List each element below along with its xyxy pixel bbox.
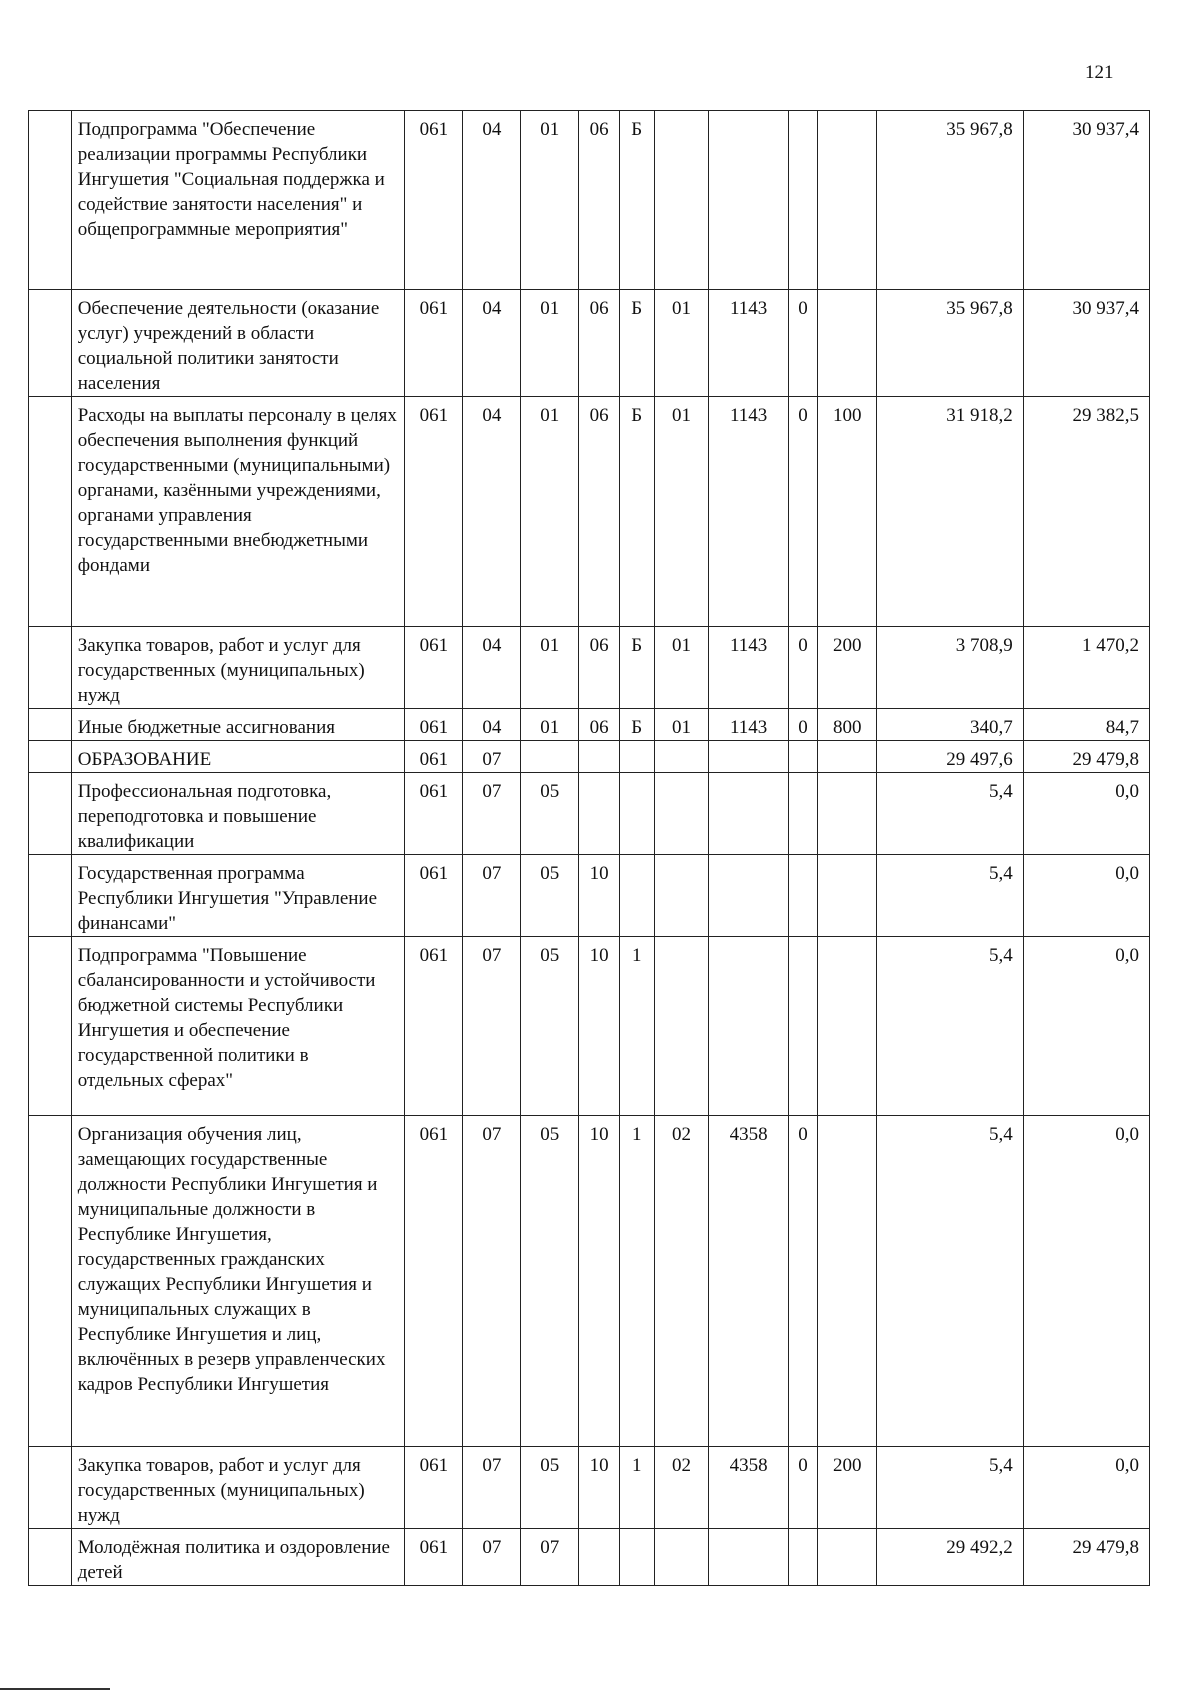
row-number-cell <box>29 709 72 741</box>
program-code-cell: 06 <box>579 627 620 709</box>
table-row <box>29 397 1150 627</box>
direction-code-cell: 1143 <box>709 709 788 741</box>
item-name-cell: ОБРАЗОВАНИЕ <box>71 741 405 773</box>
program-code-cell: 10 <box>579 855 620 937</box>
sub-code-cell <box>788 111 818 290</box>
amount-actual-cell: 0,0 <box>1023 1447 1149 1529</box>
event-code-cell: 02 <box>654 1116 709 1447</box>
subprogram-code-cell <box>619 741 654 773</box>
event-code-cell: 01 <box>654 397 709 627</box>
section-code-cell: 04 <box>463 709 521 741</box>
amount-plan-cell: 35 967,8 <box>877 290 1023 397</box>
table-row <box>29 773 1150 855</box>
amount-actual-cell: 30 937,4 <box>1023 290 1149 397</box>
subsection-code-cell: 01 <box>521 627 579 709</box>
program-code-cell: 06 <box>579 709 620 741</box>
event-code-cell <box>654 937 709 1116</box>
amount-plan-cell: 5,4 <box>877 1116 1023 1447</box>
subsection-code-cell: 05 <box>521 1447 579 1529</box>
expense-type-code-cell <box>818 773 877 855</box>
subprogram-code-cell: Б <box>619 290 654 397</box>
event-code-cell <box>654 111 709 290</box>
sub-code-cell <box>788 855 818 937</box>
subsection-code-cell: 07 <box>521 1529 579 1586</box>
expense-type-code-cell <box>818 855 877 937</box>
table-row <box>29 1447 1150 1529</box>
amount-actual-cell: 0,0 <box>1023 855 1149 937</box>
subprogram-code-cell: Б <box>619 627 654 709</box>
expense-type-code-cell: 800 <box>818 709 877 741</box>
subprogram-code-cell: Б <box>619 111 654 290</box>
item-name-cell: Организация обучения лиц, замещающих государственные должности Республики Ингушетия и муниципальные должности в Республике Ингушетия, государственных гражданских служащих Республики Ингушетия и муниципальных служащих в Республике Ингушетия и лиц, включённых в резерв управленческих кадров Республики Ингушетия <box>71 1116 405 1447</box>
row-number-cell <box>29 111 72 290</box>
subprogram-code-cell: 1 <box>619 937 654 1116</box>
expense-type-code-cell <box>818 1529 877 1586</box>
sub-code-cell: 0 <box>788 1447 818 1529</box>
program-code-cell <box>579 741 620 773</box>
admin-code-cell: 061 <box>405 709 463 741</box>
amount-actual-cell: 30 937,4 <box>1023 111 1149 290</box>
item-name-cell: Иные бюджетные ассигнования <box>71 709 405 741</box>
direction-code-cell <box>709 1529 788 1586</box>
row-number-cell <box>29 397 72 627</box>
row-number-cell <box>29 627 72 709</box>
admin-code-cell: 061 <box>405 773 463 855</box>
amount-plan-cell: 5,4 <box>877 773 1023 855</box>
budget-table <box>28 110 1150 1586</box>
sub-code-cell <box>788 937 818 1116</box>
item-name-cell: Закупка товаров, работ и услуг для государственных (муниципальных) нужд <box>71 627 405 709</box>
sub-code-cell: 0 <box>788 1116 818 1447</box>
section-code-cell: 04 <box>463 290 521 397</box>
direction-code-cell <box>709 855 788 937</box>
admin-code-cell: 061 <box>405 290 463 397</box>
subsection-code-cell <box>521 741 579 773</box>
section-code-cell: 07 <box>463 773 521 855</box>
direction-code-cell: 1143 <box>709 290 788 397</box>
amount-actual-cell: 0,0 <box>1023 937 1149 1116</box>
amount-plan-cell: 5,4 <box>877 855 1023 937</box>
subsection-code-cell: 05 <box>521 855 579 937</box>
subsection-code-cell: 05 <box>521 773 579 855</box>
subsection-code-cell: 05 <box>521 1116 579 1447</box>
direction-code-cell <box>709 111 788 290</box>
row-number-cell <box>29 773 72 855</box>
admin-code-cell: 061 <box>405 111 463 290</box>
direction-code-cell: 1143 <box>709 627 788 709</box>
admin-code-cell: 061 <box>405 1116 463 1447</box>
item-name-cell: Закупка товаров, работ и услуг для государственных (муниципальных) нужд <box>71 1447 405 1529</box>
item-name-cell: Молодёжная политика и оздоровление детей <box>71 1529 405 1586</box>
table-row <box>29 1529 1150 1586</box>
item-name-cell: Государственная программа Республики Ингушетия "Управление финансами" <box>71 855 405 937</box>
sub-code-cell <box>788 1529 818 1586</box>
direction-code-cell: 4358 <box>709 1116 788 1447</box>
sub-code-cell: 0 <box>788 397 818 627</box>
budget-table-body <box>29 111 1150 1586</box>
table-row <box>29 627 1150 709</box>
admin-code-cell: 061 <box>405 741 463 773</box>
item-name-cell: Подпрограмма "Обеспечение реализации программы Республики Ингушетия "Социальная поддержка и содействие занятости населения" и общепрограммные мероприятия" <box>71 111 405 290</box>
subprogram-code-cell <box>619 1529 654 1586</box>
row-number-cell <box>29 1116 72 1447</box>
table-row <box>29 290 1150 397</box>
sub-code-cell: 0 <box>788 709 818 741</box>
row-number-cell <box>29 1529 72 1586</box>
subsection-code-cell: 01 <box>521 111 579 290</box>
expense-type-code-cell: 200 <box>818 1447 877 1529</box>
admin-code-cell: 061 <box>405 855 463 937</box>
event-code-cell <box>654 741 709 773</box>
program-code-cell <box>579 1529 620 1586</box>
event-code-cell <box>654 773 709 855</box>
amount-plan-cell: 340,7 <box>877 709 1023 741</box>
admin-code-cell: 061 <box>405 937 463 1116</box>
program-code-cell: 10 <box>579 937 620 1116</box>
table-row <box>29 855 1150 937</box>
amount-plan-cell: 3 708,9 <box>877 627 1023 709</box>
section-code-cell: 04 <box>463 111 521 290</box>
subsection-code-cell: 01 <box>521 290 579 397</box>
row-number-cell <box>29 1447 72 1529</box>
table-row <box>29 741 1150 773</box>
direction-code-cell <box>709 741 788 773</box>
direction-code-cell <box>709 773 788 855</box>
expense-type-code-cell <box>818 937 877 1116</box>
event-code-cell: 01 <box>654 627 709 709</box>
admin-code-cell: 061 <box>405 397 463 627</box>
section-code-cell: 07 <box>463 937 521 1116</box>
program-code-cell: 06 <box>579 290 620 397</box>
program-code-cell <box>579 773 620 855</box>
table-row <box>29 1116 1150 1447</box>
table-row <box>29 709 1150 741</box>
subprogram-code-cell: 1 <box>619 1447 654 1529</box>
event-code-cell: 01 <box>654 709 709 741</box>
program-code-cell: 06 <box>579 397 620 627</box>
item-name-cell: Расходы на выплаты персоналу в целях обеспечения выполнения функций государственными (муниципальными) органами, казёнными учреждениями, органами управления государственными внебюджетными фондами <box>71 397 405 627</box>
item-name-cell: Профессиональная подготовка, переподготовка и повышение квалификации <box>71 773 405 855</box>
table-row <box>29 937 1150 1116</box>
amount-actual-cell: 1 470,2 <box>1023 627 1149 709</box>
subsection-code-cell: 01 <box>521 397 579 627</box>
expense-type-code-cell: 200 <box>818 627 877 709</box>
item-name-cell: Обеспечение деятельности (оказание услуг) учреждений в области социальной политики занятости населения <box>71 290 405 397</box>
amount-actual-cell: 0,0 <box>1023 1116 1149 1447</box>
subsection-code-cell: 05 <box>521 937 579 1116</box>
amount-plan-cell: 29 497,6 <box>877 741 1023 773</box>
amount-plan-cell: 31 918,2 <box>877 397 1023 627</box>
sub-code-cell <box>788 773 818 855</box>
amount-plan-cell: 5,4 <box>877 937 1023 1116</box>
admin-code-cell: 061 <box>405 1529 463 1586</box>
item-name-cell: Подпрограмма "Повышение сбалансированности и устойчивости бюджетной системы Республики Ингушетия и обеспечение государственной политики в отдельных сферах" <box>71 937 405 1116</box>
direction-code-cell: 1143 <box>709 397 788 627</box>
section-code-cell: 07 <box>463 1116 521 1447</box>
direction-code-cell: 4358 <box>709 1447 788 1529</box>
admin-code-cell: 061 <box>405 1447 463 1529</box>
section-code-cell: 07 <box>463 855 521 937</box>
section-code-cell: 07 <box>463 1529 521 1586</box>
sub-code-cell: 0 <box>788 627 818 709</box>
admin-code-cell: 061 <box>405 627 463 709</box>
sub-code-cell: 0 <box>788 290 818 397</box>
row-number-cell <box>29 937 72 1116</box>
page-number: 121 <box>1085 62 1114 83</box>
section-code-cell: 07 <box>463 741 521 773</box>
program-code-cell: 10 <box>579 1447 620 1529</box>
row-number-cell <box>29 290 72 397</box>
direction-code-cell <box>709 937 788 1116</box>
expense-type-code-cell <box>818 111 877 290</box>
subprogram-code-cell: 1 <box>619 1116 654 1447</box>
amount-actual-cell: 29 382,5 <box>1023 397 1149 627</box>
expense-type-code-cell: 100 <box>818 397 877 627</box>
scan-edge-line <box>0 1688 110 1690</box>
row-number-cell <box>29 741 72 773</box>
program-code-cell: 06 <box>579 111 620 290</box>
row-number-cell <box>29 855 72 937</box>
subsection-code-cell: 01 <box>521 709 579 741</box>
amount-plan-cell: 35 967,8 <box>877 111 1023 290</box>
amount-actual-cell: 84,7 <box>1023 709 1149 741</box>
subprogram-code-cell: Б <box>619 397 654 627</box>
event-code-cell: 02 <box>654 1447 709 1529</box>
amount-actual-cell: 0,0 <box>1023 773 1149 855</box>
section-code-cell: 04 <box>463 627 521 709</box>
subprogram-code-cell: Б <box>619 709 654 741</box>
subprogram-code-cell <box>619 855 654 937</box>
expense-type-code-cell <box>818 290 877 397</box>
expense-type-code-cell <box>818 1116 877 1447</box>
table-row <box>29 111 1150 290</box>
event-code-cell <box>654 1529 709 1586</box>
expense-type-code-cell <box>818 741 877 773</box>
subprogram-code-cell <box>619 773 654 855</box>
program-code-cell: 10 <box>579 1116 620 1447</box>
amount-actual-cell: 29 479,8 <box>1023 1529 1149 1586</box>
amount-plan-cell: 5,4 <box>877 1447 1023 1529</box>
amount-actual-cell: 29 479,8 <box>1023 741 1149 773</box>
section-code-cell: 07 <box>463 1447 521 1529</box>
event-code-cell: 01 <box>654 290 709 397</box>
section-code-cell: 04 <box>463 397 521 627</box>
amount-plan-cell: 29 492,2 <box>877 1529 1023 1586</box>
sub-code-cell <box>788 741 818 773</box>
event-code-cell <box>654 855 709 937</box>
